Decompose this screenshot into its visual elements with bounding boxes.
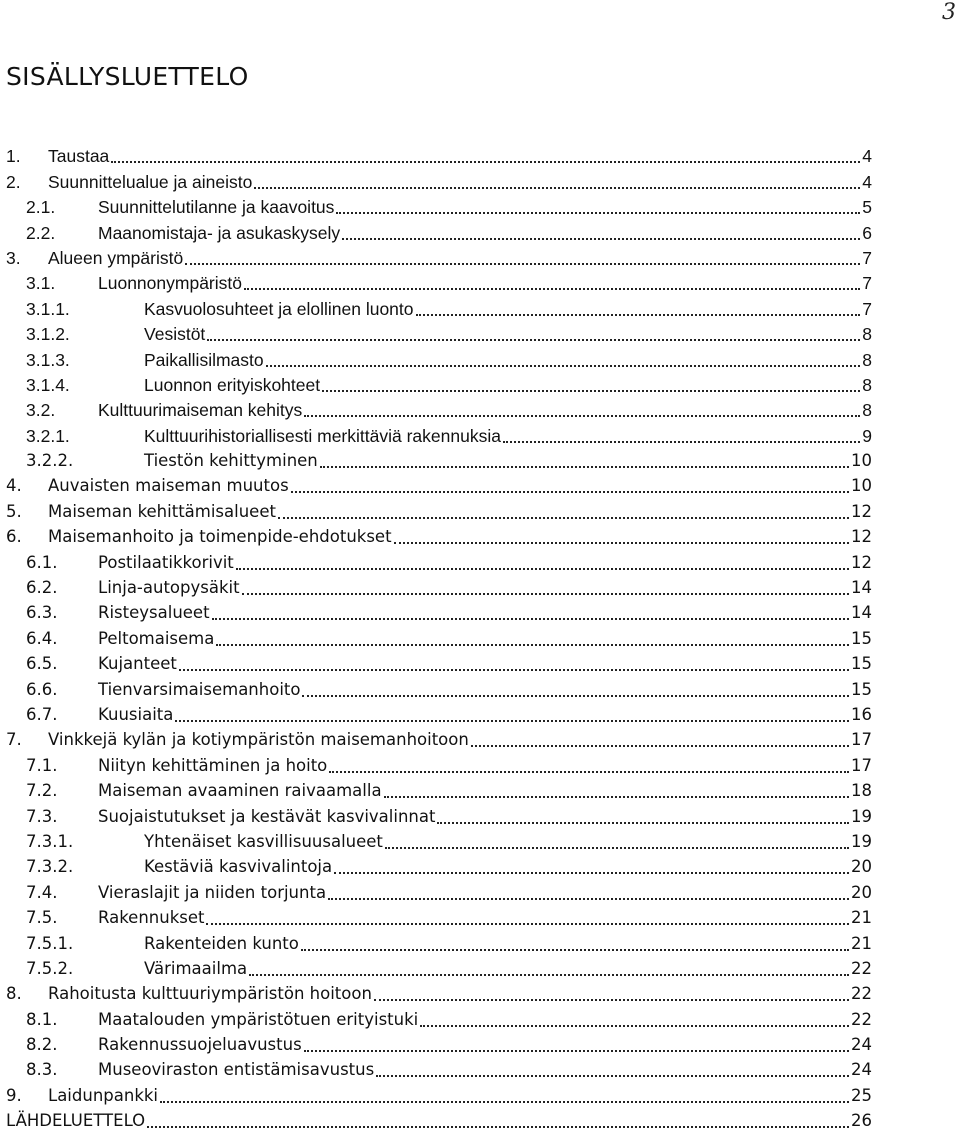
toc-entry[interactable] bbox=[6, 218, 872, 243]
toc-list bbox=[6, 142, 872, 1132]
toc-entry-page: 15 bbox=[851, 679, 872, 699]
toc-entry-number: 7.5.1. bbox=[26, 933, 74, 953]
toc-entry[interactable] bbox=[6, 269, 872, 294]
toc-entry-page: 7 bbox=[862, 273, 872, 294]
toc-entry[interactable] bbox=[6, 777, 872, 802]
toc-entry-title: Taustaa bbox=[48, 146, 110, 167]
toc-entry-title: Vesistöt bbox=[144, 324, 206, 345]
toc-entry-page: 20 bbox=[851, 882, 872, 902]
toc-entry-title: Yhtenäiset kasvillisuusalueet bbox=[144, 831, 383, 851]
toc-entry-page: 21 bbox=[851, 933, 872, 953]
toc-entry-number: 7.4. bbox=[26, 882, 58, 902]
toc-leader-dots bbox=[266, 364, 861, 367]
toc-entry[interactable] bbox=[6, 472, 872, 497]
toc-leader-dots bbox=[242, 592, 849, 595]
toc-leader-dots bbox=[236, 567, 849, 570]
toc-entry[interactable] bbox=[6, 828, 872, 853]
toc-entry[interactable] bbox=[6, 523, 872, 548]
toc-entry-page: 8 bbox=[862, 400, 872, 421]
toc-entry-number: 7.2. bbox=[26, 781, 58, 801]
toc-entry-page: 21 bbox=[851, 908, 872, 928]
toc-entry[interactable] bbox=[6, 878, 872, 903]
toc-entry-number: 2.1. bbox=[26, 197, 56, 218]
toc-entry-number: 1. bbox=[6, 146, 21, 167]
toc-entry[interactable] bbox=[6, 497, 872, 522]
toc-entry-number: 6.3. bbox=[26, 603, 58, 623]
toc-entry-number: 6.2. bbox=[26, 578, 58, 598]
toc-entry-number: 3.1.3. bbox=[26, 349, 70, 370]
toc-entry-number: 5. bbox=[6, 501, 22, 521]
toc-entry-title: Risteysalueet bbox=[98, 603, 210, 623]
toc-entry-number: 7.3.1. bbox=[26, 831, 74, 851]
toc-leader-dots bbox=[216, 643, 849, 646]
toc-entry-page: 8 bbox=[862, 349, 872, 370]
toc-entry-page: 20 bbox=[851, 857, 872, 877]
toc-leader-dots bbox=[302, 694, 849, 697]
toc-entry-page: 10 bbox=[851, 476, 872, 496]
toc-entry-title: Paikallisilmasto bbox=[144, 349, 264, 370]
toc-entry-number: 7.1. bbox=[26, 755, 58, 775]
toc-entry-title: Kestäviä kasvivalintoja bbox=[144, 857, 333, 877]
toc-entry-title: Alueen ympäristö bbox=[48, 247, 184, 268]
toc-entry-title: Maiseman avaaminen raivaamalla bbox=[98, 781, 382, 801]
toc-leader-dots bbox=[304, 414, 860, 417]
toc-entry[interactable] bbox=[6, 751, 872, 776]
toc-entry-number: 6.1. bbox=[26, 552, 58, 572]
toc-title: SISÄLLYSLUETTELO bbox=[6, 62, 249, 91]
toc-entry[interactable] bbox=[6, 599, 872, 624]
toc-entry-title: Vieraslajit ja niiden torjunta bbox=[98, 882, 327, 902]
toc-entry[interactable] bbox=[6, 447, 872, 472]
toc-entry[interactable] bbox=[6, 650, 872, 675]
toc-entry-number: 3.1.4. bbox=[26, 374, 70, 395]
toc-leader-dots bbox=[416, 313, 861, 316]
toc-leader-dots bbox=[278, 516, 849, 519]
toc-entry-page: 12 bbox=[851, 552, 872, 572]
toc-entry-number: 4. bbox=[6, 476, 22, 496]
toc-entry-page: 10 bbox=[851, 451, 872, 471]
toc-entry-page: 4 bbox=[862, 146, 872, 167]
toc-entry-page: 24 bbox=[851, 1060, 872, 1080]
toc-entry-page: 22 bbox=[851, 984, 872, 1004]
toc-entry[interactable] bbox=[6, 396, 872, 421]
toc-entry-page: 17 bbox=[851, 755, 872, 775]
toc-entry-title: Tienvarsimaisemanhoito bbox=[98, 679, 301, 699]
toc-entry[interactable] bbox=[6, 421, 872, 446]
toc-entry-number: 7.3. bbox=[26, 806, 58, 826]
toc-entry-number: 8.2. bbox=[26, 1035, 58, 1055]
toc-entry-number: 6. bbox=[6, 527, 22, 547]
toc-entry-page: 5 bbox=[862, 197, 872, 218]
toc-entry[interactable] bbox=[6, 726, 872, 751]
toc-entry-page: 8 bbox=[862, 374, 872, 395]
toc-entry-title: Maatalouden ympäristötuen erityistuki bbox=[98, 1009, 419, 1029]
toc-leader-dots bbox=[420, 1024, 849, 1027]
toc-entry-number: 2. bbox=[6, 171, 21, 192]
toc-entry-page: 22 bbox=[851, 958, 872, 978]
toc-entry[interactable] bbox=[6, 548, 872, 573]
toc-entry-page: 19 bbox=[851, 831, 872, 851]
toc-entry-page: 24 bbox=[851, 1035, 872, 1055]
toc-entry[interactable] bbox=[6, 929, 872, 954]
toc-leader-dots bbox=[503, 440, 860, 443]
toc-entry-page: 14 bbox=[851, 603, 872, 623]
toc-leader-dots bbox=[342, 237, 860, 240]
toc-entry-title: Niityn kehittäminen ja hoito bbox=[98, 755, 328, 775]
toc-leader-dots bbox=[394, 541, 849, 544]
toc-entry-title: Rahoitusta kulttuuriympäristön hoitoon bbox=[48, 984, 372, 1004]
toc-entry-title: Rakenteiden kunto bbox=[144, 933, 299, 953]
toc-leader-dots bbox=[322, 389, 860, 392]
toc-leader-dots bbox=[111, 160, 860, 163]
toc-entry-title: Kuusiaita bbox=[98, 704, 174, 724]
toc-entry-page: 26 bbox=[851, 1111, 872, 1131]
toc-entry-page: 19 bbox=[851, 806, 872, 826]
toc-leader-dots bbox=[376, 1074, 849, 1077]
toc-entry-title: Laidunpankki bbox=[48, 1085, 159, 1105]
toc-entry[interactable] bbox=[6, 320, 872, 345]
toc-entry-page: 14 bbox=[851, 578, 872, 598]
toc-entry-number: 7.5. bbox=[26, 908, 58, 928]
toc-entry-title: Linja-autopysäkit bbox=[98, 578, 240, 598]
toc-entry-number: 6.5. bbox=[26, 654, 58, 674]
toc-entry-page: 7 bbox=[862, 247, 872, 268]
toc-entry-title: Suojaistutukset ja kestävät kasvivalinnat bbox=[98, 806, 436, 826]
toc-entry[interactable] bbox=[6, 294, 872, 319]
toc-leader-dots bbox=[374, 998, 849, 1001]
toc-leader-dots bbox=[301, 948, 849, 951]
toc-entry-title: Värimaailma bbox=[144, 958, 248, 978]
toc-entry-title: Kujanteet bbox=[98, 654, 177, 674]
toc-entry-number: 8.1. bbox=[26, 1009, 58, 1029]
toc-entry-number: 7.3.2. bbox=[26, 857, 74, 877]
toc-leader-dots bbox=[334, 871, 849, 874]
toc-entry-page: 16 bbox=[851, 704, 872, 724]
toc-entry-number: 3.1. bbox=[26, 273, 56, 294]
toc-entry[interactable] bbox=[6, 1107, 872, 1132]
toc-entry[interactable] bbox=[6, 904, 872, 929]
toc-entry-title: Suunnittelutilanne ja kaavoitus bbox=[98, 197, 335, 218]
toc-entry-title: Museoviraston entistämisavustus bbox=[98, 1060, 375, 1080]
toc-entry[interactable] bbox=[6, 142, 872, 167]
toc-entry-page: 7 bbox=[862, 298, 872, 319]
toc-entry-title: Luonnon erityiskohteet bbox=[144, 374, 321, 395]
toc-entry[interactable] bbox=[6, 193, 872, 218]
toc-entry-title: Kasvuolosuhteet ja elollinen luonto bbox=[144, 298, 414, 319]
toc-entry-title: Kulttuurimaiseman kehitys bbox=[98, 400, 303, 421]
toc-entry-number: 7.5.2. bbox=[26, 958, 74, 978]
toc-entry[interactable] bbox=[6, 574, 872, 599]
toc-entry-page: 9 bbox=[862, 425, 872, 446]
toc-entry-title: Suunnittelualue ja aineisto bbox=[48, 171, 253, 192]
toc-leader-dots bbox=[304, 1049, 849, 1052]
toc-entry-number: 8.3. bbox=[26, 1060, 58, 1080]
toc-entry[interactable] bbox=[6, 624, 872, 649]
toc-leader-dots bbox=[254, 186, 860, 189]
toc-entry-page: 12 bbox=[851, 527, 872, 547]
toc-entry[interactable] bbox=[6, 802, 872, 827]
toc-entry-title: Kulttuurihistoriallisesti merkittäviä rakennuksia bbox=[144, 425, 501, 446]
toc-leader-dots bbox=[471, 744, 849, 747]
toc-entry-number: 2.2. bbox=[26, 222, 56, 243]
toc-entry-number: 3.2. bbox=[26, 400, 56, 421]
toc-entry-title: Rakennukset bbox=[98, 908, 205, 928]
toc-entry-page: 15 bbox=[851, 654, 872, 674]
toc-entry-title: Maisemanhoito ja toimenpide-ehdotukset bbox=[48, 527, 392, 547]
toc-entry[interactable] bbox=[6, 1081, 872, 1106]
toc-leader-dots bbox=[437, 821, 849, 824]
toc-entry-title: Luonnonympäristö bbox=[98, 273, 242, 294]
toc-entry-number: 6.7. bbox=[26, 704, 58, 724]
toc-entry[interactable] bbox=[6, 955, 872, 980]
toc-entry-page: 6 bbox=[862, 222, 872, 243]
toc-entry-number: 8. bbox=[6, 984, 22, 1004]
toc-entry-title: Maanomistaja- ja asukaskysely bbox=[98, 222, 341, 243]
toc-entry-page: 25 bbox=[851, 1085, 872, 1105]
toc-entry[interactable] bbox=[6, 1005, 872, 1030]
toc-entry[interactable] bbox=[6, 980, 872, 1005]
toc-entry-title: Tiestön kehittyminen bbox=[144, 451, 318, 471]
toc-entry[interactable] bbox=[6, 345, 872, 370]
toc-entry-title: Auvaisten maiseman muutos bbox=[48, 476, 289, 496]
toc-entry[interactable] bbox=[6, 1031, 872, 1056]
toc-entry-title: Rakennussuojeluavustus bbox=[98, 1035, 302, 1055]
toc-leader-dots bbox=[328, 897, 849, 900]
toc-leader-dots bbox=[160, 1100, 849, 1103]
toc-entry-number: 3.1.1. bbox=[26, 298, 70, 319]
toc-leader-dots bbox=[179, 668, 849, 671]
toc-entry-title: Vinkkejä kylän ja kotiympäristön maisemanhoitoon bbox=[48, 730, 469, 750]
toc-leader-dots bbox=[249, 973, 849, 976]
toc-entry-number: 9. bbox=[6, 1085, 22, 1105]
toc-leader-dots bbox=[385, 846, 849, 849]
toc-entry-number: 6.4. bbox=[26, 628, 58, 648]
toc-entry[interactable] bbox=[6, 701, 872, 726]
toc-leader-dots bbox=[320, 465, 849, 468]
toc-leader-dots bbox=[336, 211, 860, 214]
toc-entry-page: 4 bbox=[862, 171, 872, 192]
toc-entry-page: 17 bbox=[851, 730, 872, 750]
toc-leader-dots bbox=[185, 262, 860, 265]
toc-entry[interactable] bbox=[6, 167, 872, 192]
toc-entry[interactable] bbox=[6, 853, 872, 878]
toc-entry[interactable] bbox=[6, 1056, 872, 1081]
toc-entry-number: 3.2.1. bbox=[26, 425, 70, 446]
toc-leader-dots bbox=[212, 617, 849, 620]
toc-entry-page: 15 bbox=[851, 628, 872, 648]
toc-leader-dots bbox=[175, 719, 849, 722]
toc-leader-dots bbox=[291, 490, 849, 493]
toc-entry-title: Peltomaisema bbox=[98, 628, 215, 648]
toc-entry-number: 3. bbox=[6, 247, 21, 268]
toc-entry-number: 7. bbox=[6, 730, 22, 750]
page-number: 3 bbox=[942, 0, 956, 25]
toc-entry-page: 22 bbox=[851, 1009, 872, 1029]
toc-entry[interactable] bbox=[6, 675, 872, 700]
toc-entry[interactable] bbox=[6, 371, 872, 396]
toc-leader-dots bbox=[244, 287, 860, 290]
toc-entry-page: 12 bbox=[851, 501, 872, 521]
toc-leader-dots bbox=[206, 922, 849, 925]
toc-leader-dots bbox=[207, 338, 860, 341]
toc-entry[interactable] bbox=[6, 244, 872, 269]
toc-entry-title: Postilaatikkorivit bbox=[98, 552, 234, 572]
toc-leader-dots bbox=[329, 770, 849, 773]
toc-entry-number: 6.6. bbox=[26, 679, 58, 699]
toc-entry-page: 8 bbox=[862, 324, 872, 345]
toc-entry-number: 3.1.2. bbox=[26, 324, 70, 345]
toc-entry-number: 3.2.2. bbox=[26, 451, 74, 471]
toc-entry-title: Maiseman kehittämisalueet bbox=[48, 501, 276, 521]
toc-leader-dots bbox=[384, 795, 849, 798]
toc-entry-page: 18 bbox=[851, 781, 872, 801]
toc-entry-title: LÄHDELUETTELO bbox=[6, 1111, 146, 1131]
